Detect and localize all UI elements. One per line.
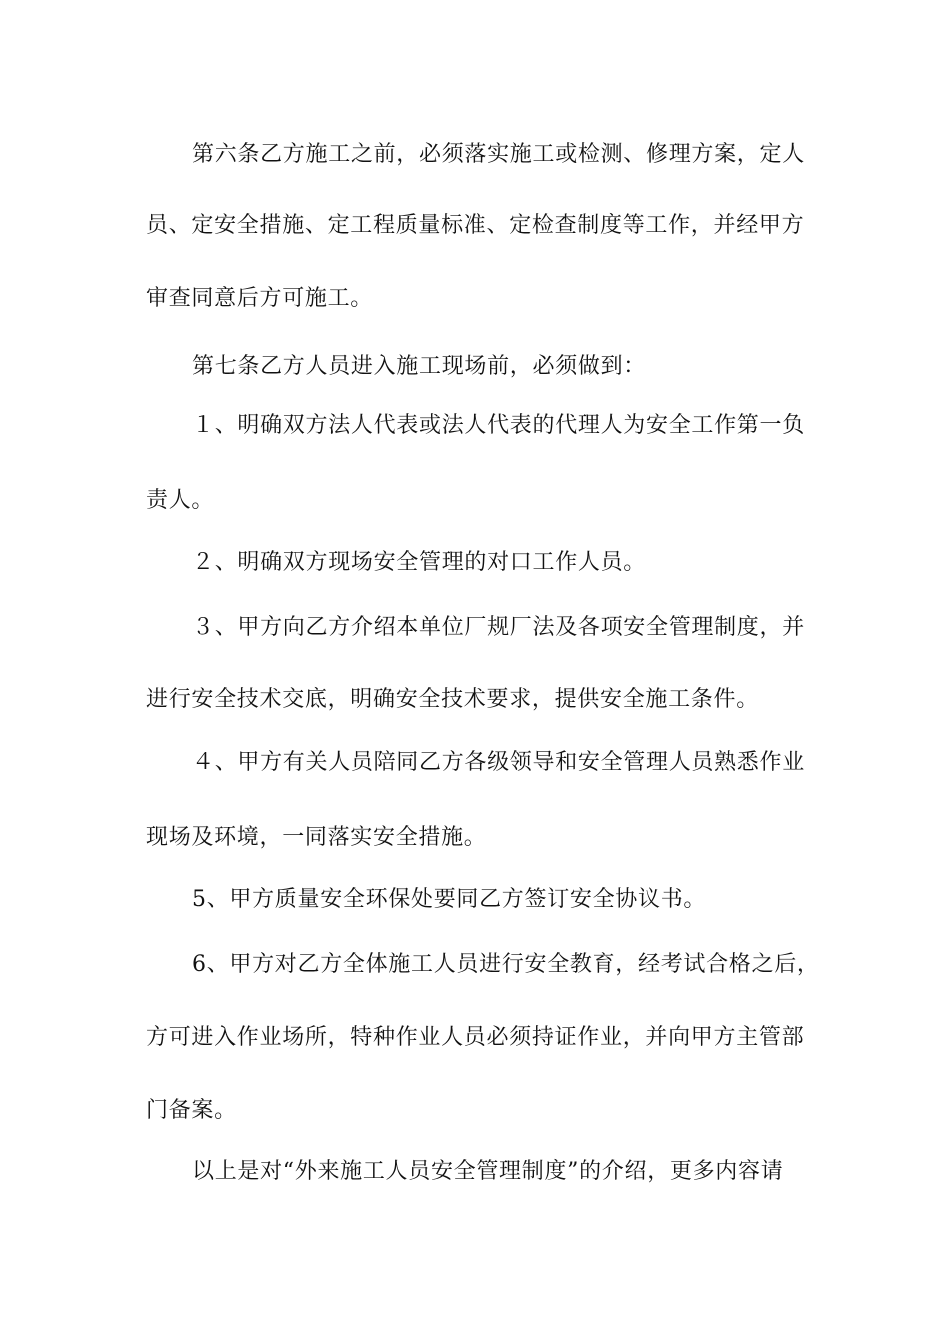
paragraph-line: 员、定安全措施、定工程质量标准、定检查制度等工作，并经甲方 bbox=[146, 213, 805, 238]
paragraph-line: 门备案。 bbox=[146, 1098, 237, 1123]
paragraph-line: 方可进入作业场所，特种作业人员必须持证作业，并向甲方主管部 bbox=[146, 1025, 805, 1050]
paragraph-line: １、明确双方法人代表或法人代表的代理人为安全工作第一负 bbox=[192, 413, 805, 438]
paragraph-line: ４、甲方有关人员陪同乙方各级领导和安全管理人员熟悉作业 bbox=[192, 750, 805, 775]
paragraph-line: 第六条乙方施工之前，必须落实施工或检测、修理方案，定人 bbox=[192, 142, 805, 167]
paragraph-line: 进行安全技术交底，明确安全技术要求，提供安全施工条件。 bbox=[146, 687, 759, 712]
paragraph-line: ３、甲方向乙方介绍本单位厂规厂法及各项安全管理制度，并 bbox=[192, 615, 805, 640]
paragraph-line: 第七条乙方人员进入施工现场前，必须做到： bbox=[192, 354, 647, 379]
paragraph-line: 审查同意后方可施工。 bbox=[146, 286, 374, 311]
paragraph-line: 现场及环境，一同落实安全措施。 bbox=[146, 825, 487, 850]
paragraph-line: 6、甲方对乙方全体施工人员进行安全教育，经考试合格之后， bbox=[192, 952, 820, 977]
paragraph-line: ２、明确双方现场安全管理的对口工作人员。 bbox=[192, 550, 647, 575]
paragraph-line: 责人。 bbox=[146, 488, 215, 513]
paragraph-line: 5、甲方质量安全环保处要同乙方签订安全协议书。 bbox=[192, 887, 707, 912]
paragraph-line: 以上是对“外来施工人员安全管理制度”的介绍，更多内容请 bbox=[192, 1159, 784, 1184]
